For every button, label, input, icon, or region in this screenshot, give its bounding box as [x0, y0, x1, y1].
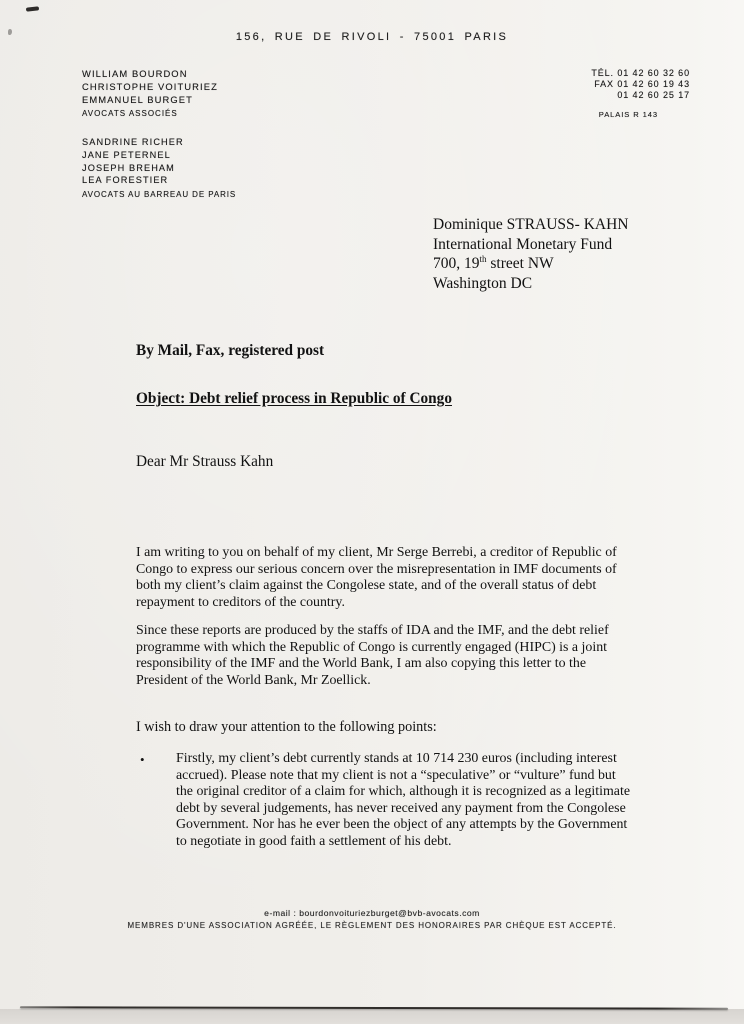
subject-line: Object: Debt relief process in Republic of Congo: [136, 390, 452, 407]
body-paragraph: Since these reports are produced by the staffs of IDA and the IMF, and the debt relief programme with which the Republic of Congo is currently engaged (HIPC) is a joint responsibility of the IMF and the World Bank, I am also copying this letter to the President of the World Bank, Mr Zoellick.: [136, 623, 609, 689]
palais-reference: PALAIS R 143: [598, 110, 658, 119]
recipient-street: 700, 19th street NW: [433, 254, 554, 273]
bullet-marker: •: [140, 752, 145, 767]
partners-list: [82, 67, 218, 106]
associates-title: AVOCATS AU BARREAU DE PARIS: [82, 190, 237, 199]
letterhead-address: 156, RUE DE RIVOLI - 75001 PARIS: [235, 31, 509, 43]
partner-name: EMMANUEL BURGET: [82, 94, 193, 105]
body-paragraph: I am writing to you on behalf of my client, Mr Serge Berrebi, a creditor of Republic of Congo to express our serious concern over the misrepresentation in IMF documents of both my client’s claim against the Congolese state, and of the overall status of debt repayment to creditors of the country.: [136, 545, 617, 611]
page-bottom-shadow: [0, 1009, 744, 1024]
recipient-city: Washington DC: [433, 274, 533, 292]
fax-line: FAX 01 42 60 19 43: [594, 79, 690, 89]
partner-name: WILLIAM BOURDON: [82, 68, 188, 79]
bullet-text: Firstly, my client’s debt currently stands at 10 714 230 euros (including interest accrued). Please note that my client is not a “speculative” or “vulture” fund but the original creditor of a claim for which, although it is recognized as a legitimate debt by several judgements, has never received any payment from the Congolese Government. Nor has he ever been the object of any attempts by the Government to negotiate in good faith a settlement of his debt.: [176, 751, 630, 849]
recipient-block: [433, 215, 628, 293]
partners-title: AVOCATS ASSOCIÉS: [82, 109, 178, 118]
associate-name: SANDRINE RICHER: [82, 137, 184, 147]
scan-artifact-mark: [26, 6, 39, 11]
phone-line: TÉL. 01 42 60 32 60: [591, 68, 690, 78]
salutation: Dear Mr Strauss Kahn: [136, 453, 274, 470]
footer-membership-notice: MEMBRES D'UNE ASSOCIATION AGRÉÉE, LE RÈGLEMENT DES HONORAIRES PAR CHÈQUE EST ACCEPTÉ.: [127, 921, 617, 930]
recipient-name: Dominique STRAUSS- KAHN: [433, 216, 629, 233]
fax-line-2: 01 42 60 25 17: [617, 90, 690, 100]
associate-name: JOSEPH BREHAM: [82, 162, 175, 173]
bullet-item: [140, 751, 632, 851]
delivery-method-line: By Mail, Fax, registered post: [136, 342, 325, 359]
associate-name: LEA FORESTIER: [82, 175, 169, 186]
associate-name: JANE PETERNEL: [82, 149, 171, 160]
ordinal-superscript: th: [479, 254, 487, 265]
partner-name: CHRISTOPHE VOITURIEZ: [82, 81, 218, 92]
recipient-organization: International Monetary Fund: [433, 235, 613, 253]
associates-list: [82, 136, 184, 187]
points-intro: I wish to draw your attention to the following points:: [136, 719, 437, 735]
contact-block: [591, 68, 690, 101]
footer-email: e-mail : bourdonvoituriezburget@bvb-avocats.com: [264, 908, 480, 918]
